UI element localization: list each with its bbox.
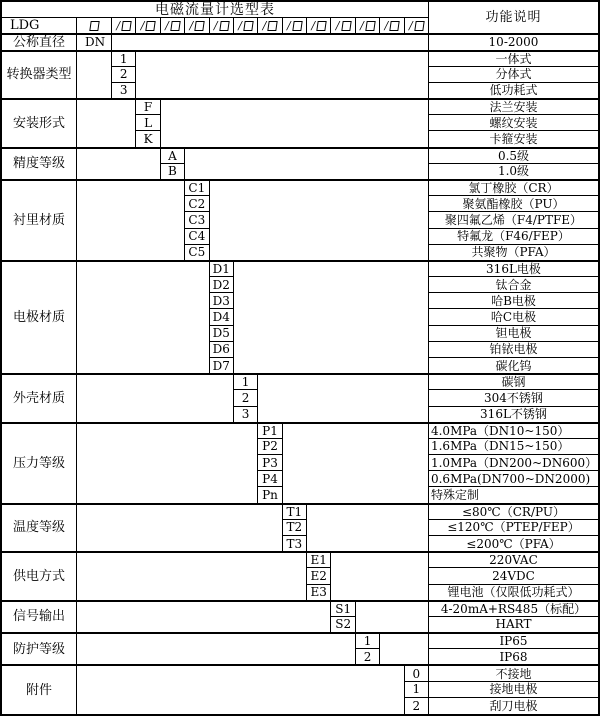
category-label: 温度等级 — [2, 504, 77, 553]
filler-right — [307, 504, 429, 553]
option-description: 刮刀电极 — [489, 698, 538, 713]
checkbox-icon — [365, 21, 375, 31]
option-description: 不接地 — [429, 665, 598, 681]
model-prefix: LDG — [2, 18, 77, 34]
option-code: T3 — [283, 536, 307, 552]
filler-right — [331, 552, 429, 601]
option-description: 分体式 — [429, 67, 598, 83]
option-description: 聚氨酯橡胶（PU） — [429, 196, 598, 212]
checkbox-icon — [194, 21, 204, 31]
option-code: D2 — [210, 277, 234, 293]
filler-right — [210, 180, 429, 261]
option-code: D1 — [210, 261, 234, 277]
option-code: 1 — [356, 633, 380, 649]
option-code: 2 — [112, 67, 136, 83]
slash-icon: / — [408, 19, 413, 33]
category-label: 压力等级 — [2, 423, 77, 504]
option-code: C3 — [185, 212, 209, 228]
model-slot — [380, 18, 404, 34]
option-code: C4 — [185, 229, 209, 245]
option-description: 0.5级 — [429, 148, 598, 164]
option-code: 2 — [234, 390, 258, 406]
model-slot — [258, 18, 282, 34]
checkbox-icon — [243, 21, 253, 31]
checkbox-icon — [89, 21, 99, 31]
option-code: P3 — [258, 455, 282, 471]
filler-left — [77, 99, 136, 148]
category-label: 附件 — [2, 665, 77, 714]
model-slot — [161, 18, 185, 34]
checkbox-icon — [219, 21, 229, 31]
model-slot — [210, 18, 234, 34]
category-label: 转换器类型 — [2, 51, 77, 100]
model-slot — [405, 18, 429, 34]
option-code: L — [136, 115, 160, 131]
category-label: 信号输出 — [2, 601, 77, 633]
checkbox-icon — [268, 21, 278, 31]
slash-icon: / — [140, 19, 145, 33]
dn-filler — [112, 34, 429, 50]
model-slot-first — [77, 18, 112, 34]
option-code: P4 — [258, 471, 282, 487]
filler-left — [77, 633, 356, 665]
filler-left — [77, 148, 161, 180]
filler-right — [356, 601, 429, 633]
option-description: 一体式 — [429, 51, 598, 67]
option-code: 1 — [112, 51, 136, 67]
filler-right — [283, 423, 429, 504]
slash-icon: / — [116, 19, 121, 33]
option-code: A — [161, 148, 185, 164]
option-description: 4-20mA+RS485（标配） — [429, 601, 598, 617]
option-description: ≤80℃（CR/PU） — [429, 504, 598, 520]
option-code: T2 — [283, 520, 307, 536]
filler-left — [77, 552, 307, 601]
option-description: 1.0级 — [429, 164, 598, 180]
checkbox-icon — [390, 21, 400, 31]
slash-icon: / — [311, 19, 316, 33]
option-code: 3 — [234, 407, 258, 423]
option-code: D7 — [210, 358, 234, 374]
model-slot — [185, 18, 209, 34]
filler-right — [185, 148, 429, 180]
model-slot — [136, 18, 160, 34]
option-code: 3 — [112, 83, 136, 99]
filler-right — [258, 374, 429, 423]
option-code: 2 — [356, 649, 380, 665]
option-description: ≤200℃（PFA） — [429, 536, 598, 552]
option-code: 2 — [405, 698, 429, 714]
dn-code: DN — [77, 34, 112, 50]
option-code: D6 — [210, 342, 234, 358]
model-slot — [307, 18, 331, 34]
option-description: 0.6MPa(DN700~DN2000) — [429, 471, 598, 487]
option-code: K — [136, 131, 160, 147]
category-label: 衬里材质 — [2, 180, 77, 261]
table-title: 电磁流量计选型表 — [2, 2, 429, 18]
filler-right — [234, 261, 429, 374]
option-description: 哈B电极 — [429, 293, 598, 309]
option-description: 卡箍安装 — [429, 131, 598, 147]
option-description: HART — [429, 617, 598, 633]
option-description: 特氟龙（F46/FEP） — [429, 229, 598, 245]
dn-label: 公称直径 — [2, 34, 77, 50]
option-code: 1 — [234, 374, 258, 390]
filler-left — [77, 180, 185, 261]
checkbox-icon — [146, 21, 156, 31]
function-description-header: 功能说明 — [429, 2, 598, 34]
option-code: E1 — [307, 552, 331, 568]
option-code: F — [136, 99, 160, 115]
slash-icon: / — [213, 19, 218, 33]
option-description: 304不锈钢 — [429, 390, 598, 406]
option-description: ≤120℃（PTEP/FEP） — [429, 520, 598, 536]
option-description: IP68 — [429, 649, 598, 665]
slash-icon: / — [360, 19, 364, 33]
option-description: IP65 — [429, 633, 598, 649]
filler-right — [161, 99, 429, 148]
option-description: 共聚物（PFA） — [429, 245, 598, 261]
slash-icon: / — [384, 19, 389, 33]
model-slot — [283, 18, 307, 34]
option-code: C5 — [185, 245, 209, 261]
option-code: E2 — [307, 568, 331, 584]
option-description: 4.0MPa（DN10~150） — [429, 423, 598, 439]
checkbox-icon — [121, 21, 131, 31]
option-code: 0 — [405, 665, 429, 681]
slash-icon: / — [165, 19, 169, 33]
option-description: 24VDC — [429, 568, 598, 584]
option-description: 220VAC — [429, 552, 598, 568]
filler-left — [77, 504, 283, 553]
category-label: 外壳材质 — [2, 374, 77, 423]
option-description: 接地电极 — [429, 682, 598, 698]
category-label: 供电方式 — [2, 552, 77, 601]
option-code: 1 — [405, 682, 429, 698]
option-code: D5 — [210, 326, 234, 342]
option-code: P2 — [258, 439, 282, 455]
filler-right — [380, 633, 429, 665]
option-code: S2 — [331, 617, 355, 633]
option-description: 聚四氟乙烯（F4/PTFE） — [429, 212, 598, 228]
slash-icon: / — [189, 19, 194, 33]
filler-left — [77, 261, 210, 374]
dn-description: 10-2000 — [429, 34, 598, 50]
option-description: 锂电池（仅限低功耗式） — [429, 585, 598, 601]
option-description: 铂铱电极 — [429, 342, 598, 358]
option-code: B — [161, 164, 185, 180]
option-code: P1 — [258, 423, 282, 439]
filler-left — [77, 601, 331, 633]
option-description: 钽电极 — [429, 326, 598, 342]
option-code: S1 — [331, 601, 355, 617]
slash-icon: / — [287, 19, 291, 33]
filler-left — [77, 51, 112, 100]
model-slot — [234, 18, 258, 34]
filler-right — [136, 51, 429, 100]
option-description: 316L不锈钢 — [429, 407, 598, 423]
slash-icon: / — [335, 19, 340, 33]
checkbox-icon — [170, 21, 180, 31]
category-label: 精度等级 — [2, 148, 77, 180]
model-slot — [112, 18, 136, 34]
filler-left — [77, 374, 234, 423]
slash-icon: / — [262, 19, 267, 33]
option-description: 低功耗式 — [429, 83, 598, 99]
model-slot — [356, 18, 380, 34]
option-description: 氯丁橡胶（CR） — [429, 180, 598, 196]
option-description: 钛合金 — [429, 277, 598, 293]
checkbox-icon — [341, 21, 351, 31]
option-code: C1 — [185, 180, 209, 196]
checkbox-icon — [414, 21, 424, 31]
category-label: 电极材质 — [2, 261, 77, 374]
option-description: 哈C电极 — [429, 309, 598, 325]
option-description: 1.6MPa（DN15~150） — [429, 439, 598, 455]
category-label: 安装形式 — [2, 99, 77, 148]
option-description: 螺纹安装 — [429, 115, 598, 131]
model-slot — [331, 18, 355, 34]
filler-left — [77, 423, 258, 504]
option-code: Pn — [258, 487, 282, 503]
checkbox-icon — [292, 21, 302, 31]
option-code: E3 — [307, 585, 331, 601]
option-code: C2 — [185, 196, 209, 212]
option-description: 316L电极 — [429, 261, 598, 277]
option-code: D3 — [210, 293, 234, 309]
option-code: T1 — [283, 504, 307, 520]
category-label: 防护等级 — [2, 633, 77, 665]
filler-left — [77, 665, 405, 714]
option-description: 法兰安装 — [429, 99, 598, 115]
option-code: D4 — [210, 309, 234, 325]
option-description: 特殊定制 — [429, 487, 598, 503]
slash-icon: / — [238, 19, 242, 33]
option-description: 碳钢 — [429, 374, 598, 390]
option-description: 碳化钨 — [429, 358, 598, 374]
option-description: 1.0MPa（DN200~DN600） — [430, 455, 598, 470]
checkbox-icon — [316, 21, 326, 31]
